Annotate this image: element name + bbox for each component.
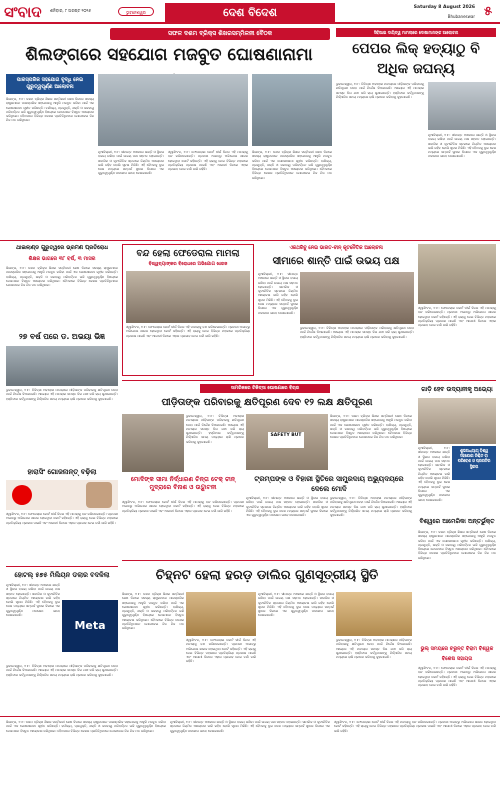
footer-body-2: ନୂଆଦିଲ୍ଲୀ, ୭।୮: ସୀମାନ୍ତ ଅଞ୍ଚଳରେ ଶାନ୍ତି ଓ ସ୍ଥିରତା ବଜାୟ ରଖିବା ପାଇଁ ଉଭୟ ପକ୍ଷ ସହମତ ହୋଇଛନ୍ତି। ସାମରିକ ଓ କୂଟନୈତିକ ସ୍ତରରେ ନିୟମିତ ଆଲୋଚନା ଜାରି ରହିବ ବୋଲି ସୂଚନା ମିଳିଛି। ଏହି ବୈଠକକୁ ଦୁଇ ଦେଶ ମଧ୍ୟରେ ସମ୍ପର୍କ ସୁଧାର ଦିଗରେ ଏକ ଗୁରୁତ୍ୱପୂର୍ଣ୍ଣ ପଦକ୍ଷେପ ଭାବେ ଦେଖାଯାଉଛି। (170, 720, 330, 733)
china-body-col1: ନୂଆଦିଲ୍ଲୀ, ୭।୮: ସୀମାନ୍ତ ଅଞ୍ଚଳରେ ଶାନ୍ତି ଓ ସ୍ଥିରତା ବଜାୟ ରଖିବା ପାଇଁ ଉଭୟ ପକ୍ଷ ସହମତ ହୋଇଛନ୍ତି। ସାମରିକ ଓ କୂଟନୈତିକ ସ୍ତରରେ ନିୟମିତ ଆଲୋଚନା ଜାରି ରହିବ ବୋଲି ସୂଚନା ମିଳିଛି। ଏହି ବୈଠକକୁ ଦୁଇ ଦେଶ ମଧ୍ୟରେ ସମ୍ପର୍କ ସୁଧାର ଦିଗରେ ଏକ ଗୁରୁତ୍ୱପୂର୍ଣ୍ଣ ପଦକ୍ଷେପ ଭାବେ ଦେଖାଯାଉଛି। (258, 272, 298, 315)
section-title: ଦେଶ ବିଦେଶ (223, 6, 277, 19)
right-bottom-headline-2: ଭୁଲ୍ ସମୟରେ ଚରୁନ୍ତ ବିରାମ ବିଶ୍ୱକ ବିଶେଷ ସହାୟତା (420, 646, 494, 662)
lead-subhead-box (6, 74, 94, 94)
right-bottom-headline: ବିଶ୍ୱରେ ଆମେରିକା ଅନ୍ତର୍ଭୁକ୍ତ (419, 518, 495, 525)
masthead-city: Bhubaneswar (447, 14, 475, 19)
lead-body-col3: ଓ୍ୱାଶିଂଟନ, ୭।୮: ଫେଡେରାଲ କୋର୍ଟ ଦୀର୍ଘ ଦିନର ଏହି ମାମଲାକୁ ବନ୍ଦ କରିଦେଇଛନ୍ତି। ପ୍ରମାଣ ଅଭାବରୁ ଅଭିଯୋଗ ଖାରଜ ହୋଇଥିବା କୋର୍ଟ କହିଛନ୍ତି। ଏହି ରାୟକୁ ନେଇ ବିଭିନ୍ନ ମହଲରେ ପ୍ରତିକ୍ରିୟା ପ୍ରକାଶ ପାଇଛି ଏବଂ ଆଗାମୀ ଦିନରେ ଏହାର ପ୍ରଭାବ ନେଇ ଚର୍ଚ୍ଚା ଜାରି ରହିଛି। (168, 150, 248, 172)
medical-kicker-box (200, 384, 330, 393)
hotel-headline: ହୋଟଲ୍ ୫୭୫ ମିଲିୟନ ଡଲାର ବଦଳିଲା (14, 571, 110, 579)
masthead-pill: ଭୁବନେଶ୍ୱର (118, 7, 154, 16)
fed-body: ଓ୍ୱାଶିଂଟନ, ୭।୮: ଫେଡେରାଲ କୋର୍ଟ ଦୀର୍ଘ ଦିନର ଏହି ମାମଲାକୁ ବନ୍ଦ କରିଦେଇଛନ୍ତି। ପ୍ରମାଣ ଅଭାବରୁ ଅଭିଯୋଗ ଖାରଜ ହୋଇଥିବା କୋର୍ଟ କହିଛନ୍ତି। ଏହି ରାୟକୁ ନେଇ ବିଭିନ୍ନ ମହଲରେ ପ୍ରତିକ୍ରିୟା ପ୍ରକାଶ ପାଇଛି ଏବଂ ଆଗାମୀ ଦିନରେ ଏହାର ପ୍ରଭାବ ନେଇ ଚର୍ଚ୍ଚା ଜାରି ରହିଛି। (126, 325, 250, 338)
hospital-headline: ଗାଡ଼ି ହେବ ଉଦ୍ୟାନୀକୃ ଅଭ୍ୟୋ (421, 386, 493, 393)
medical-headline: ପୀଡ଼ିତାଙ୍କ ପରିବାରକୁ କ୍ଷତିପୂରଣ ଦେବ ୧୨ ଲକ୍ଷ କ୍ଷତିପୂରଣ (161, 397, 373, 408)
right-top-body-col1: ଭୁବନେଶ୍ୱର, ୭।୮: ଚିକିତ୍ସା ଅବହେଳା ମାମଲାରେ ପୀଡ଼ିତାଙ୍କ ପରିବାରକୁ କ୍ଷତିପୂରଣ ଦେବା ପାଇଁ ନିର୍ଦ୍ଦେଶ ଦିଆଯାଇଛି। ଆୟୋଗ ଏହି ମାମଲାର ସମସ୍ତ ଦିଗ ଯାଞ୍ଚ କରି ରାୟ ଶୁଣାଇଛନ୍ତି। ହସ୍ପିଟାଲ କର୍ତ୍ତୃପକ୍ଷଙ୍କୁ ନିର୍ଦ୍ଧାରିତ ସମୟ ମଧ୍ୟରେ ରାଶି ପ୍ରଦାନ କରିବାକୁ କୁହାଯାଇଛି। (336, 82, 424, 99)
dollar-photo-1 (186, 592, 256, 636)
lead-body-col2: ନୂଆଦିଲ୍ଲୀ, ୭।୮: ସୀମାନ୍ତ ଅଞ୍ଚଳରେ ଶାନ୍ତି ଓ ସ୍ଥିରତା ବଜାୟ ରଖିବା ପାଇଁ ଉଭୟ ପକ୍ଷ ସହମତ ହୋଇଛନ୍ତି। ସାମରିକ ଓ କୂଟନୈତିକ ସ୍ତରରେ ନିୟମିତ ଆଲୋଚନା ଜାରି ରହିବ ବୋଲି ସୂଚନା ମିଳିଛି। ଏହି ବୈଠକକୁ ଦୁଇ ଦେଶ ମଧ୍ୟରେ ସମ୍ପର୍କ ସୁଧାର ଦିଗରେ ଏକ ଗୁରୁତ୍ୱପୂର୍ଣ୍ଣ ପଦକ୍ଷେପ ଭାବେ ଦେଖାଯାଉଛି। (98, 150, 164, 176)
right-bottom-body: ଶିଲଙ୍ଗ, ୭।୮: ଦଶମ ବ୍ରିକ୍ସ ଶିଖର ସମ୍ମିଳନୀ ଶେଷ ଦିନରେ ସଦସ୍ୟ ରାଷ୍ଟ୍ରମାନେ ପାରସ୍ପରିକ ସହଯୋଗକୁ ଆହୁରି ମଜବୁତ କରିବା ପାଇଁ ଏକ ଘୋଷଣାନାମା ଗୃହୀତ କରିଛନ୍ତି। ବାଣିଜ୍ୟ, ପ୍ରଯୁକ୍ତି, ଶକ୍ତି ଓ ଜଳବାୟୁ ପରିବର୍ତ୍ତନ ଭଳି ଗୁରୁତ୍ୱପୂର୍ଣ୍ଣ ବିଷୟରେ ନେତାମାନେ ବିସ୍ତୃତ ଆଲୋଚନା କରିଥିଲେ। ବୈଠକରେ ବିଭିନ୍ନ ଦେଶର ପ୍ରତିନିଧିମାନେ ଯୋଗଦେଇ ନିଜ ନିଜ ମତ ରଖିଥିଲେ। (418, 530, 496, 560)
medical-body-col1: ଭୁବନେଶ୍ୱର, ୭।୮: ଚିକିତ୍ସା ଅବହେଳା ମାମଲାରେ ପୀଡ଼ିତାଙ୍କ ପରିବାରକୁ କ୍ଷତିପୂରଣ ଦେବା ପାଇଁ ନିର୍ଦ୍ଦେଶ ଦିଆଯାଇଛି। ଆୟୋଗ ଏହି ମାମଲାର ସମସ୍ତ ଦିଗ ଯାଞ୍ଚ କରି ରାୟ ଶୁଣାଇଛନ୍ତି। ହସ୍ପିଟାଲ କର୍ତ୍ତୃପକ୍ଷଙ୍କୁ ନିର୍ଦ୍ଧାରିତ ସମୟ ମଧ୍ୟରେ ରାଶି ପ୍ରଦାନ କରିବାକୁ କୁହାଯାଇଛି। (186, 414, 244, 444)
hospital-body: ନୂଆଦିଲ୍ଲୀ, ୭।୮: ସୀମାନ୍ତ ଅଞ୍ଚଳରେ ଶାନ୍ତି ଓ ସ୍ଥିରତା ବଜାୟ ରଖିବା ପାଇଁ ଉଭୟ ପକ୍ଷ ସହମତ ହୋଇଛନ୍ତି। ସାମରିକ ଓ କୂଟନୈତିକ ସ୍ତରରେ ନିୟମିତ ଆଲୋଚନା ଜାରି ରହିବ ବୋଲି ସୂଚନା ମିଳିଛି। ଏହି ବୈଠକକୁ ଦୁଇ ଦେଶ ମଧ୍ୟରେ ସମ୍ପର୍କ ସୁଧାର ଦିଗରେ ଏକ ଗୁରୁତ୍ୱପୂର୍ଣ୍ଣ ପଦକ୍ଷେପ ଭାବେ ଦେଖାଯାଉଛି। (418, 446, 450, 502)
ultimatum-body: ଓ୍ୱାଶିଂଟନ, ୭।୮: ଫେଡେରାଲ କୋର୍ଟ ଦୀର୍ଘ ଦିନର ଏହି ମାମଲାକୁ ବନ୍ଦ କରିଦେଇଛନ୍ତି। ପ୍ରମାଣ ଅଭାବରୁ ଅଭିଯୋଗ ଖାରଜ ହୋଇଥିବା କୋର୍ଟ କହିଛନ୍ତି। ଏହି ରାୟକୁ ନେଇ ବିଭିନ୍ନ ମହଲରେ ପ୍ରତିକ୍ରିୟା ପ୍ରକାଶ ପାଇଛି ଏବଂ ଆଗାମୀ ଦିନରେ ଏହାର ପ୍ରଭାବ ନେଇ ଚର୍ଚ୍ଚା ଜାରି ରହିଛି। (122, 500, 244, 513)
right-bottom-body-2: ଓ୍ୱାଶିଂଟନ, ୭।୮: ଫେଡେରାଲ କୋର୍ଟ ଦୀର୍ଘ ଦିନର ଏହି ମାମଲାକୁ ବନ୍ଦ କରିଦେଇଛନ୍ତି। ପ୍ରମାଣ ଅଭାବରୁ ଅଭିଯୋଗ ଖାରଜ ହୋଇଥିବା କୋର୍ଟ କହିଛନ୍ତି। ଏହି ରାୟକୁ ନେଇ ବିଭିନ୍ନ ମହଲରେ ପ୍ରତିକ୍ରିୟା ପ୍ରକାଶ ପାଇଛି ଏବଂ ଆଗାମୀ ଦିନରେ ଏହାର ପ୍ରଭାବ ନେଇ ଚର୍ଚ୍ଚା ଜାରି ରହିଛି। (418, 666, 496, 688)
dollar-body-col1: ଶିଲଙ୍ଗ, ୭।୮: ଦଶମ ବ୍ରିକ୍ସ ଶିଖର ସମ୍ମିଳନୀ ଶେଷ ଦିନରେ ସଦସ୍ୟ ରାଷ୍ଟ୍ରମାନେ ପାରସ୍ପରିକ ସହଯୋଗକୁ ଆହୁରି ମଜବୁତ କରିବା ପାଇଁ ଏକ ଘୋଷଣାନାମା ଗୃହୀତ କରିଛନ୍ତି। ବାଣିଜ୍ୟ, ପ୍ରଯୁକ୍ତି, ଶକ୍ତି ଓ ଜଳବାୟୁ ପରିବର୍ତ୍ତନ ଭଳି ଗୁରୁତ୍ୱପୂର୍ଣ୍ଣ ବିଷୟରେ ନେତାମାନେ ବିସ୍ତୃତ ଆଲୋଚନା କରିଥିଲେ। ବୈଠକରେ ବିଭିନ୍ନ ଦେଶର ପ୍ରତିନିଧିମାନେ ଯୋଗଦେଇ ନିଜ ନିଜ ମତ ରଖିଥିଲେ। (122, 592, 184, 631)
saudi-inset-text: ଶୁଭଅଧ୍ୟାୟ ବିଶ୍ୱ ସହଯୋଗ ନିଶ୍ଚିତ ବା ପରିବେଶ ଓ ପ୍ରଗତିର ସ୍ଥିରତା (457, 448, 491, 469)
footer-body-3: ଓ୍ୱାଶିଂଟନ, ୭।୮: ଫେଡେରାଲ କୋର୍ଟ ଦୀର୍ଘ ଦିନର ଏହି ମାମଲାକୁ ବନ୍ଦ କରିଦେଇଛନ୍ତି। ପ୍ରମାଣ ଅଭାବରୁ ଅଭିଯୋଗ ଖାରଜ ହୋଇଥିବା କୋର୍ଟ କହିଛନ୍ତି। ଏହି ରାୟକୁ ନେଇ ବିଭିନ୍ନ ମହଲରେ ପ୍ରତିକ୍ରିୟା ପ୍ରକାଶ ପାଇଛି ଏବଂ ଆଗାମୀ ଦିନରେ ଏହାର ପ୍ରଭାବ ନେଇ ଚର୍ଚ୍ଚା ଜାରି ରହିଛି। (334, 720, 496, 733)
masthead (0, 0, 500, 24)
right-column-body-1: ଓ୍ୱାଶିଂଟନ, ୭।୮: ଫେଡେରାଲ କୋର୍ଟ ଦୀର୍ଘ ଦିନର ଏହି ମାମଲାକୁ ବନ୍ଦ କରିଦେଇଛନ୍ତି। ପ୍ରମାଣ ଅଭାବରୁ ଅଭିଯୋଗ ଖାରଜ ହୋଇଥିବା କୋର୍ଟ କହିଛନ୍ତି। ଏହି ରାୟକୁ ନେଇ ବିଭିନ୍ନ ମହଲରେ ପ୍ରତିକ୍ରିୟା ପ୍ରକାଶ ପାଇଛି ଏବଂ ଆଗାମୀ ଦିନରେ ଏହାର ପ୍ରଭାବ ନେଇ ଚର୍ଚ୍ଚା ଜାରି ରହିଛି। (418, 306, 496, 328)
medical-photo (122, 414, 184, 472)
china-body-col2: ଭୁବନେଶ୍ୱର, ୭।୮: ଚିକିତ୍ସା ଅବହେଳା ମାମଲାରେ ପୀଡ଼ିତାଙ୍କ ପରିବାରକୁ କ୍ଷତିପୂରଣ ଦେବା ପାଇଁ ନିର୍ଦ୍ଦେଶ ଦିଆଯାଇଛି। ଆୟୋଗ ଏହି ମାମଲାର ସମସ୍ତ ଦିଗ ଯାଞ୍ଚ କରି ରାୟ ଶୁଣାଇଛନ୍ତି। ହସ୍ପିଟାଲ କର୍ତ୍ତୃପକ୍ଷଙ୍କୁ ନିର୍ଦ୍ଧାରିତ ସମୟ ମଧ୍ୟରେ ରାଶି ପ୍ରଦାନ କରିବାକୁ କୁହାଯାଇଛି। (300, 326, 414, 339)
meta-ad (62, 600, 118, 652)
footer-rule (0, 716, 500, 717)
rally-body-col1: ନୂଆଦିଲ୍ଲୀ, ୭।୮: ସୀମାନ୍ତ ଅଞ୍ଚଳରେ ଶାନ୍ତି ଓ ସ୍ଥିରତା ବଜାୟ ରଖିବା ପାଇଁ ଉଭୟ ପକ୍ଷ ସହମତ ହୋଇଛନ୍ତି। ସାମରିକ ଓ କୂଟନୈତିକ ସ୍ତରରେ ନିୟମିତ ଆଲୋଚନା ଜାରି ରହିବ ବୋଲି ସୂଚନା ମିଳିଛି। ଏହି ବୈଠକକୁ ଦୁଇ ଦେଶ ମଧ୍ୟରେ ସମ୍ପର୍କ ସୁଧାର ଦିଗରେ ଏକ ଗୁରୁତ୍ୱପୂର୍ଣ୍ଣ ପଦକ୍ଷେପ ଭାବେ ଦେଖାଯାଉଛି। (246, 496, 328, 518)
masthead-small-date: ଶନିବାର, ୮ ଅଗଷ୍ଟ ୨୦୨୬ (50, 8, 91, 13)
section-banner (165, 3, 335, 22)
thailand-body: ଶିଲଙ୍ଗ, ୭।୮: ଦଶମ ବ୍ରିକ୍ସ ଶିଖର ସମ୍ମିଳନୀ ଶେଷ ଦିନରେ ସଦସ୍ୟ ରାଷ୍ଟ୍ରମାନେ ପାରସ୍ପରିକ ସହଯୋଗକୁ ଆହୁରି ମଜବୁତ କରିବା ପାଇଁ ଏକ ଘୋଷଣାନାମା ଗୃହୀତ କରିଛନ୍ତି। ବାଣିଜ୍ୟ, ପ୍ରଯୁକ୍ତି, ଶକ୍ତି ଓ ଜଳବାୟୁ ପରିବର୍ତ୍ତନ ଭଳି ଗୁରୁତ୍ୱପୂର୍ଣ୍ଣ ବିଷୟରେ ନେତାମାନେ ବିସ୍ତୃତ ଆଲୋଚନା କରିଥିଲେ। ବୈଠକରେ ବିଭିନ୍ନ ଦେଶର ପ୍ରତିନିଧିମାନେ ଯୋଗଦେଇ ନିଜ ନିଜ ମତ ରଖିଥିଲେ। (6, 266, 118, 288)
safety-sign: SAFETY BUT (268, 432, 304, 448)
thailand-kicker: ଥାଇଲାଣ୍ଡ ଗୁରୁତ୍ୱରେ ଭ୍ରମଣ ପ୍ରତିରୋଧ (15, 245, 109, 251)
lead-subhead: ପାରସ୍ପରିକ ସହଯୋଗ ବୃଦ୍ଧି ନେଇ ଗୁରୁତ୍ୱପୂର୍ଣ୍ଣ ଆଲୋଚନା (16, 77, 84, 90)
right-top-photo (428, 82, 496, 130)
protest-photo (246, 414, 328, 470)
divider-2 (122, 380, 496, 381)
rally-body-col2: ଭୁବନେଶ୍ୱର, ୭।୮: ଚିକିତ୍ସା ଅବହେଳା ମାମଲାରେ ପୀଡ଼ିତାଙ୍କ ପରିବାରକୁ କ୍ଷତିପୂରଣ ଦେବା ପାଇଁ ନିର୍ଦ୍ଦେଶ ଦିଆଯାଇଛି। ଆୟୋଗ ଏହି ମାମଲାର ସମସ୍ତ ଦିଗ ଯାଞ୍ଚ କରି ରାୟ ଶୁଣାଇଛନ୍ତି। ହସ୍ପିଟାଲ କର୍ତ୍ତୃପକ୍ଷଙ୍କୁ ନିର୍ଦ୍ଧାରିତ ସମୟ ମଧ୍ୟରେ ରାଶି ପ୍ରଦାନ କରିବାକୁ କୁହାଯାଇଛି। (330, 496, 412, 518)
rally-headline: ଟ୍ରମ୍ପଙ୍କ ଓ ବିହାରୀ ସ୍ଥିତିରେ ସାମ୍ପ୍ରଦାୟ ଅଭ୍ୟୁଦୟରେ ଦେଲେ ମୋଦି (254, 475, 404, 493)
hospital-photo (418, 398, 496, 444)
lead-kicker (110, 28, 330, 40)
dollar-body-col4: ଭୁବନେଶ୍ୱର, ୭।୮: ଚିକିତ୍ସା ଅବହେଳା ମାମଲାରେ ପୀଡ଼ିତାଙ୍କ ପରିବାରକୁ କ୍ଷତିପୂରଣ ଦେବା ପାଇଁ ନିର୍ଦ୍ଦେଶ ଦିଆଯାଇଛି। ଆୟୋଗ ଏହି ମାମଲାର ସମସ୍ତ ଦିଗ ଯାଞ୍ଚ କରି ରାୟ ଶୁଣାଇଛନ୍ତି। ହସ୍ପିଟାଲ କର୍ତ୍ତୃପକ୍ଷଙ୍କୁ ନିର୍ଦ୍ଧାରିତ ସମୟ ମଧ୍ୟରେ ରାଶି ପ୍ରଦାନ କରିବାକୁ କୁହାଯାଇଛି। (336, 638, 412, 660)
china-headline: ସୀମାରେ ଶାନ୍ତି ପାଇଁ ଉଭୟ ପକ୍ଷ (272, 256, 400, 267)
hotel-body-col1: ନୂଆଦିଲ୍ଲୀ, ୭।୮: ସୀମାନ୍ତ ଅଞ୍ଚଳରେ ଶାନ୍ତି ଓ ସ୍ଥିରତା ବଜାୟ ରଖିବା ପାଇଁ ଉଭୟ ପକ୍ଷ ସହମତ ହୋଇଛନ୍ତି। ସାମରିକ ଓ କୂଟନୈତିକ ସ୍ତରରେ ନିୟମିତ ଆଲୋଚନା ଜାରି ରହିବ ବୋଲି ସୂଚନା ମିଳିଛି। ଏହି ବୈଠକକୁ ଦୁଇ ଦେଶ ମଧ୍ୟରେ ସମ୍ପର୍କ ସୁଧାର ଦିଗରେ ଏକ ଗୁରୁତ୍ୱପୂର୍ଣ୍ଣ ପଦକ୍ଷେପ ଭାବେ ଦେଖାଯାଉଛି। (6, 583, 60, 618)
dollar-body-col3: ନୂଆଦିଲ୍ଲୀ, ୭।୮: ସୀମାନ୍ତ ଅଞ୍ଚଳରେ ଶାନ୍ତି ଓ ସ୍ଥିରତା ବଜାୟ ରଖିବା ପାଇଁ ଉଭୟ ପକ୍ଷ ସହମତ ହୋଇଛନ୍ତି। ସାମରିକ ଓ କୂଟନୈତିକ ସ୍ତରରେ ନିୟମିତ ଆଲୋଚନା ଜାରି ରହିବ ବୋଲି ସୂଚନା ମିଳିଛି। ଏହି ବୈଠକକୁ ଦୁଇ ଦେଶ ମଧ୍ୟରେ ସମ୍ପର୍କ ସୁଧାର ଦିଗରେ ଏକ ଗୁରୁତ୍ୱପୂର୍ଣ୍ଣ ପଦକ୍ଷେପ ଭାବେ ଦେଖାଯାଉଛି। (258, 592, 334, 618)
story-27-body: ଭୁବନେଶ୍ୱର, ୭।୮: ଚିକିତ୍ସା ଅବହେଳା ମାମଲାରେ ପୀଡ଼ିତାଙ୍କ ପରିବାରକୁ କ୍ଷତିପୂରଣ ଦେବା ପାଇଁ ନିର୍ଦ୍ଦେଶ ଦିଆଯାଇଛି। ଆୟୋଗ ଏହି ମାମଲାର ସମସ୍ତ ଦିଗ ଯାଞ୍ଚ କରି ରାୟ ଶୁଣାଇଛନ୍ତି। ହସ୍ପିଟାଲ କର୍ତ୍ତୃପକ୍ଷଙ୍କୁ ନିର୍ଦ୍ଧାରିତ ସମୟ ମଧ୍ୟରେ ରାଶି ପ୍ରଦାନ କରିବାକୁ କୁହାଯାଇଛି। (6, 388, 118, 401)
newspaper-logo: ସଂବାଦ (4, 3, 42, 21)
china-photo (300, 272, 414, 324)
right-top-headline: ପେପର ଲିକ୍ ହତ୍ୟାଠୁ ବି ଅଧିକ ଜଘନ୍ୟ (352, 41, 480, 77)
vodafone-logo-icon (12, 485, 32, 505)
medical-body-col2: ଶିଲଙ୍ଗ, ୭।୮: ଦଶମ ବ୍ରିକ୍ସ ଶିଖର ସମ୍ମିଳନୀ ଶେଷ ଦିନରେ ସଦସ୍ୟ ରାଷ୍ଟ୍ରମାନେ ପାରସ୍ପରିକ ସହଯୋଗକୁ ଆହୁରି ମଜବୁତ କରିବା ପାଇଁ ଏକ ଘୋଷଣାନାମା ଗୃହୀତ କରିଛନ୍ତି। ବାଣିଜ୍ୟ, ପ୍ରଯୁକ୍ତି, ଶକ୍ତି ଓ ଜଳବାୟୁ ପରିବର୍ତ୍ତନ ଭଳି ଗୁରୁତ୍ୱପୂର୍ଣ୍ଣ ବିଷୟରେ ନେତାମାନେ ବିସ୍ତୃତ ଆଲୋଚନା କରିଥିଲେ। ବୈଠକରେ ବିଭିନ୍ନ ଦେଶର ପ୍ରତିନିଧିମାନେ ଯୋଗଦେଇ ନିଜ ନିଜ ମତ ରଖିଥିଲେ। (330, 414, 412, 440)
lead-photo-leaders (252, 74, 332, 146)
vodafone-headline: ହାରାସିଂ ଗୋଜନାନ୍ତ୍ ବଢ଼ିଲା (27, 468, 97, 476)
dollar-photo-2 (336, 592, 412, 636)
china-kicker: ଏକଥରିବୁ ନେଇ ଭାରତ-ଚୀନ୍ କୂଟନୈତିକ ଆଲୋଚନା (289, 246, 383, 251)
right-top-kicker (336, 28, 496, 37)
story-27-photo (6, 346, 118, 386)
medical-kicker: ସାମରିକରେ ଚିକିତ୍ସା ଘୋଷଣାରେ ବିଚାର (230, 386, 300, 391)
lead-kicker-text: ସଫଳ ଦଶମ ବ୍ରିକ୍ସ ଶିଖରସମ୍ମିଳନୀ ବୈଠକ (167, 30, 273, 37)
vodafone-ad (6, 480, 118, 510)
divider-4 (122, 560, 412, 561)
thailand-headline: ଶିକ୍ଷକ ଭାଗରେ ୩୮ ବର୍ଷ, ୩ ମାସର (28, 256, 96, 262)
lead-body-col1: ଶିଲଙ୍ଗ, ୭।୮: ଦଶମ ବ୍ରିକ୍ସ ଶିଖର ସମ୍ମିଳନୀ ଶେଷ ଦିନରେ ସଦସ୍ୟ ରାଷ୍ଟ୍ରମାନେ ପାରସ୍ପରିକ ସହଯୋଗକୁ ଆହୁରି ମଜବୁତ କରିବା ପାଇଁ ଏକ ଘୋଷଣାନାମା ଗୃହୀତ କରିଛନ୍ତି। ବାଣିଜ୍ୟ, ପ୍ରଯୁକ୍ତି, ଶକ୍ତି ଓ ଜଳବାୟୁ ପରିବର୍ତ୍ତନ ଭଳି ଗୁରୁତ୍ୱପୂର୍ଣ୍ଣ ବିଷୟରେ ନେତାମାନେ ବିସ୍ତୃତ ଆଲୋଚନା କରିଥିଲେ। ବୈଠକରେ ବିଭିନ୍ନ ଦେଶର ପ୍ରତିନିଧିମାନେ ଯୋଗଦେଇ ନିଜ ନିଜ ମତ ରଖିଥିଲେ। (6, 97, 94, 123)
dollar-body-col2: ଓ୍ୱାଶିଂଟନ, ୭।୮: ଫେଡେରାଲ କୋର୍ଟ ଦୀର୍ଘ ଦିନର ଏହି ମାମଲାକୁ ବନ୍ଦ କରିଦେଇଛନ୍ତି। ପ୍ରମାଣ ଅଭାବରୁ ଅଭିଯୋଗ ଖାରଜ ହୋଇଥିବା କୋର୍ଟ କହିଛନ୍ତି। ଏହି ରାୟକୁ ନେଇ ବିଭିନ୍ନ ମହଲରେ ପ୍ରତିକ୍ରିୟା ପ୍ରକାଶ ପାଇଛି ଏବଂ ଆଗାମୀ ଦିନରେ ଏହାର ପ୍ରଭାବ ନେଇ ଚର୍ଚ୍ଚା ଜାରି ରହିଛି। (186, 638, 256, 664)
page-number: ୫ (483, 4, 493, 19)
lead-body-col4: ଶିଲଙ୍ଗ, ୭।୮: ଦଶମ ବ୍ରିକ୍ସ ଶିଖର ସମ୍ମିଳନୀ ଶେଷ ଦିନରେ ସଦସ୍ୟ ରାଷ୍ଟ୍ରମାନେ ପାରସ୍ପରିକ ସହଯୋଗକୁ ଆହୁରି ମଜବୁତ କରିବା ପାଇଁ ଏକ ଘୋଷଣାନାମା ଗୃହୀତ କରିଛନ୍ତି। ବାଣିଜ୍ୟ, ପ୍ରଯୁକ୍ତି, ଶକ୍ତି ଓ ଜଳବାୟୁ ପରିବର୍ତ୍ତନ ଭଳି ଗୁରୁତ୍ୱପୂର୍ଣ୍ଣ ବିଷୟରେ ନେତାମାନେ ବିସ୍ତୃତ ଆଲୋଚନା କରିଥିଲେ। ବୈଠକରେ ବିଭିନ୍ନ ଦେଶର ପ୍ରତିନିଧିମାନେ ଯୋଗଦେଇ ନିଜ ନିଜ ମତ ରଖିଥିଲେ। (252, 150, 332, 180)
fed-sub: ବିଶ୍ୱବ୍ୟାଙ୍କର ବିରୋଧରେ ଅଭିଯୋଗ ଖାରଜ (148, 262, 228, 267)
fed-photo (126, 271, 250, 323)
vodafone-body: ଓ୍ୱାଶିଂଟନ, ୭।୮: ଫେଡେରାଲ କୋର୍ଟ ଦୀର୍ଘ ଦିନର ଏହି ମାମଲାକୁ ବନ୍ଦ କରିଦେଇଛନ୍ତି। ପ୍ରମାଣ ଅଭାବରୁ ଅଭିଯୋଗ ଖାରଜ ହୋଇଥିବା କୋର୍ଟ କହିଛନ୍ତି। ଏହି ରାୟକୁ ନେଇ ବିଭିନ୍ନ ମହଲରେ ପ୍ରତିକ୍ରିୟା ପ୍ରକାଶ ପାଇଛି ଏବଂ ଆଗାମୀ ଦିନରେ ଏହାର ପ୍ରଭାବ ନେଇ ଚର୍ଚ୍ଚା ଜାରି ରହିଛି। (6, 512, 118, 525)
bottom-body-left: ଭୁବନେଶ୍ୱର, ୭।୮: ଚିକିତ୍ସା ଅବହେଳା ମାମଲାରେ ପୀଡ଼ିତାଙ୍କ ପରିବାରକୁ କ୍ଷତିପୂରଣ ଦେବା ପାଇଁ ନିର୍ଦ୍ଦେଶ ଦିଆଯାଇଛି। ଆୟୋଗ ଏହି ମାମଲାର ସମସ୍ତ ଦିଗ ଯାଞ୍ଚ କରି ରାୟ ଶୁଣାଇଛନ୍ତି। ହସ୍ପିଟାଲ କର୍ତ୍ତୃପକ୍ଷଙ୍କୁ ନିର୍ଦ୍ଧାରିତ ସମୟ ମଧ୍ୟରେ ରାଶି ପ୍ରଦାନ କରିବାକୁ କୁହାଯାଇଛି। (6, 664, 118, 677)
footer-body-1: ଶିଲଙ୍ଗ, ୭।୮: ଦଶମ ବ୍ରିକ୍ସ ଶିଖର ସମ୍ମିଳନୀ ଶେଷ ଦିନରେ ସଦସ୍ୟ ରାଷ୍ଟ୍ରମାନେ ପାରସ୍ପରିକ ସହଯୋଗକୁ ଆହୁରି ମଜବୁତ କରିବା ପାଇଁ ଏକ ଘୋଷଣାନାମା ଗୃହୀତ କରିଛନ୍ତି। ବାଣିଜ୍ୟ, ପ୍ରଯୁକ୍ତି, ଶକ୍ତି ଓ ଜଳବାୟୁ ପରିବର୍ତ୍ତନ ଭଳି ଗୁରୁତ୍ୱପୂର୍ଣ୍ଣ ବିଷୟରେ ନେତାମାନେ ବିସ୍ତୃତ ଆଲୋଚନା କରିଥିଲେ। ବୈଠକରେ ବିଭିନ୍ନ ଦେଶର ପ୍ରତିନିଧିମାନେ ଯୋଗଦେଇ ନିଜ ନିଜ ମତ ରଖିଥିଲେ। (6, 720, 166, 733)
ultimatum-headline: ମୋଦିଙ୍କ ସୀମା ନିର୍ଦ୍ଧାରଣ ଚିନ୍ତା ଟେକ୍ ଚୀନ୍ ମୁଦ୍ରାରେ ବିନାଶ ଓ ଉଦ୍ଘାଟନୀ (130, 476, 236, 491)
fed-headline: ବନ୍ଦ ହେଲା ଫେଡେରାଲ ମାମଲା (136, 249, 240, 259)
dollar-headline: ଚିହ୍ନଟ ହେଲା ହରଡ଼ ଡାଲିର ଗୁଣସୂତ୍ରୀୟ ସ୍ଥିତି (155, 568, 379, 583)
lead-photo-summit (98, 74, 248, 146)
person-figure (86, 482, 112, 508)
right-column-photo-1 (418, 244, 496, 304)
right-top-body-col2: ନୂଆଦିଲ୍ଲୀ, ୭।୮: ସୀମାନ୍ତ ଅଞ୍ଚଳରେ ଶାନ୍ତି ଓ ସ୍ଥିରତା ବଜାୟ ରଖିବା ପାଇଁ ଉଭୟ ପକ୍ଷ ସହମତ ହୋଇଛନ୍ତି। ସାମରିକ ଓ କୂଟନୈତିକ ସ୍ତରରେ ନିୟମିତ ଆଲୋଚନା ଜାରି ରହିବ ବୋଲି ସୂଚନା ମିଳିଛି। ଏହି ବୈଠକକୁ ଦୁଇ ଦେଶ ମଧ୍ୟରେ ସମ୍ପର୍କ ସୁଧାର ଦିଗରେ ଏକ ଗୁରୁତ୍ୱପୂର୍ଣ୍ଣ ପଦକ୍ଷେପ ଭାବେ ଦେଖାଯାଉଛି। (428, 133, 496, 159)
divider-1 (0, 240, 500, 241)
saudi-inset (452, 446, 496, 480)
right-top-kicker-text: ସିବିଆଇ ଦାୟିତ୍ୱ ମାମଲାରେ ଦୋଷୀମାନଙ୍କ ଆଲୋଚନା (373, 30, 459, 35)
divider-3 (6, 566, 118, 567)
story-27-headline: ୨୭ ବର୍ଷ ପରେ ଡ. ଅଭୟା ଭିଜ୍ଞ (19, 332, 105, 341)
masthead-date: Saturday 8 August 2026 (413, 5, 475, 10)
meta-logo: Meta (74, 619, 106, 632)
lead-headline: ଶିଲଙ୍ଗରେ ସହଯୋଗ ମଜବୁତ ଘୋଷଣାନାମା (25, 45, 313, 65)
fed-story-box (122, 244, 254, 376)
